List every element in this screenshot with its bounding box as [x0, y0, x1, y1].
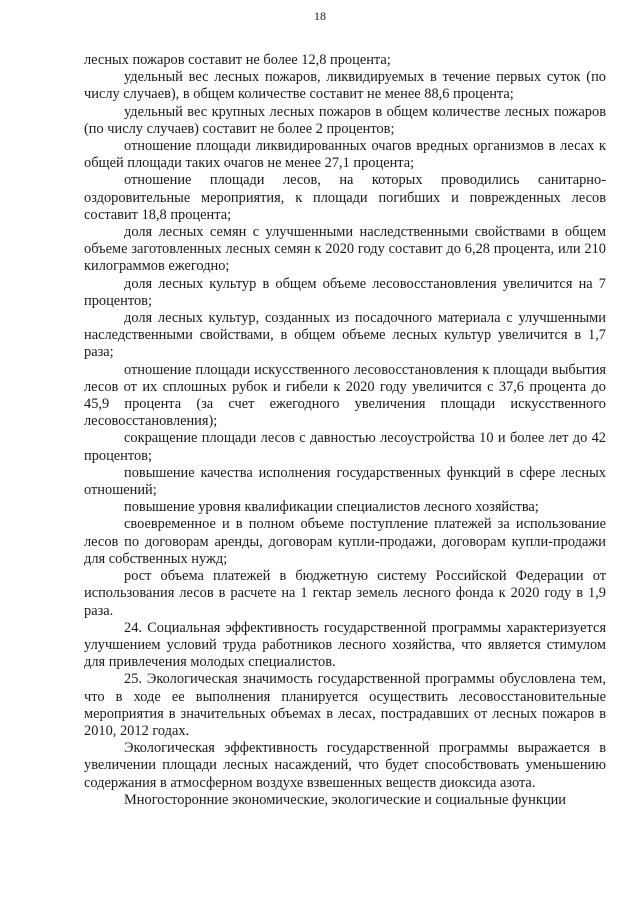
paragraph: доля лесных культур, созданных из посадочного материала с улучшенными наследственными свойствами, в общем объеме лесных культур увеличится в 1,7 раза; — [84, 310, 606, 361]
document-body — [84, 52, 606, 809]
paragraph: доля лесных культур в общем объеме лесовосстановления увеличится на 7 процентов; — [84, 275, 606, 309]
paragraph: своевременное и в полном объеме поступление платежей за использование лесов по договорам аренды, договорам купли-продажи, договорам купли-продажи для собственных нужд; — [84, 516, 606, 567]
paragraph: сокращение площади лесов с давностью лесоустройства 10 и более лет до 42 процентов; — [84, 430, 606, 464]
paragraph: рост объема платежей в бюджетную систему Российской Федерации от использования лесов в расчете на 1 гектар земель лесного фонда к 2020 году в 1,9 раза. — [84, 568, 606, 619]
paragraph: удельный вес крупных лесных пожаров в общем количестве лесных пожаров (по числу случаев) составит не более 2 процентов; — [84, 103, 606, 137]
paragraph: Многосторонние экономические, экологические и социальные функции — [124, 791, 566, 808]
paragraph: доля лесных семян с улучшенными наследственными свойствами в общем объеме заготовленных лесных семян к 2020 году составит до 6,28 процента, или 210 килограммов ежегодно; — [84, 224, 606, 275]
paragraph: повышение уровня квалификации специалистов лесного хозяйства; — [124, 499, 539, 516]
paragraph: 24. Социальная эффективность государственной программы характеризуется улучшением условий труда работников лесного хозяйства, что является стимулом для привлечения молодых специалистов. — [84, 619, 606, 671]
paragraph: повышение качества исполнения государственных функций в сфере лесных отношений; — [84, 464, 606, 499]
paragraph: лесных пожаров составит не более 12,8 процента; — [84, 52, 391, 68]
paragraph: Экологическая эффективность государственной программы выражается в увеличении площади лесных насаждений, что будет способствовать уменьшению содержания в атмосферном воздухе взвешенных веществ диоксида азота. — [84, 740, 606, 791]
paragraph: отношение площади ликвидированных очагов вредных организмов в лесах к общей площади таких очагов не менее 27,1 процента; — [84, 138, 606, 172]
paragraph: удельный вес лесных пожаров, ликвидируемых в течение первых суток (по числу случаев), в общем количестве составит не менее 88,6 процента; — [84, 69, 606, 103]
paragraph: 25. Экологическая значимость государственной программы обусловлена тем, что в ходе ее выполнения планируется осуществить лесовосстановительные мероприятия в значительных объемах в лесах, пострадавших от лесных пожаров в 2010, 2012 годах. — [84, 671, 606, 739]
page-number: 18 — [314, 9, 326, 23]
paragraph: отношение площади искусственного лесовосстановления к площади выбытия лесов от их сплошных рубок и гибели к 2020 году увеличится с 37,6 процента до 45,9 процента (за счет ежегодного увеличения площади искусственного лесовосстановления); — [84, 361, 606, 430]
paragraph: отношение площади лесов, на которых проводились санитарно-оздоровительные мероприятия, к площади погибших и поврежденных лесов составит 18,8 процента; — [84, 172, 606, 223]
